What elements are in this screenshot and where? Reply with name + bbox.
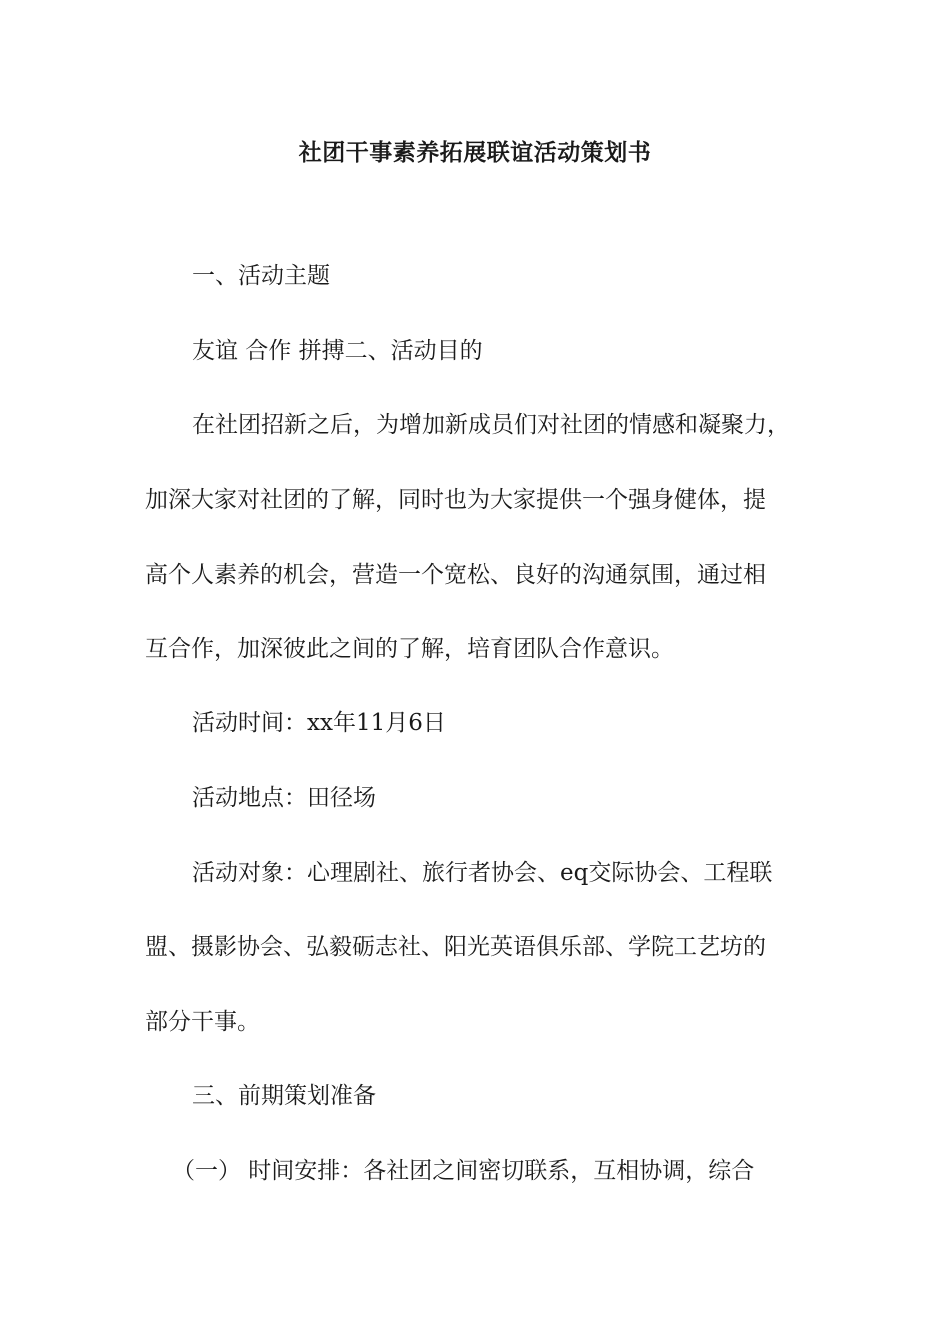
paragraph-activity-time: 活动时间：xx年11月6日 bbox=[192, 710, 446, 736]
paragraph-purpose-line-4: 互合作，加深彼此之间的了解，培育团队合作意识。 bbox=[145, 636, 674, 662]
paragraph-participants-line-2: 盟、摄影协会、弘毅砺志社、阳光英语俱乐部、学院工艺坊的 bbox=[145, 934, 766, 960]
paragraph-activity-location: 活动地点：田径场 bbox=[192, 785, 376, 811]
section-heading-preparation: 三、前期策划准备 bbox=[192, 1083, 376, 1109]
paragraph-purpose-line-3: 高个人素养的机会，营造一个宽松、良好的沟通氛围，通过相 bbox=[145, 562, 766, 588]
paragraph-participants-line-1: 活动对象：心理剧社、旅行者协会、eq交际协会、工程联 bbox=[192, 860, 773, 886]
document-title: 社团干事素养拓展联谊活动策划书 bbox=[298, 139, 652, 166]
paragraph-theme-and-purpose-heading: 友谊 合作 拼搏二、活动目的 bbox=[192, 338, 483, 364]
paragraph-purpose-line-1: 在社团招新之后，为增加新成员们对社团的情感和凝聚力， bbox=[192, 412, 790, 438]
paragraph-participants-line-3: 部分干事。 bbox=[145, 1009, 260, 1035]
section-heading-theme: 一、活动主题 bbox=[192, 263, 330, 289]
paragraph-schedule: （一） 时间安排：各社团之间密切联系，互相协调，综合 bbox=[172, 1158, 755, 1184]
paragraph-purpose-line-2: 加深大家对社团的了解，同时也为大家提供一个强身健体，提 bbox=[145, 487, 766, 513]
